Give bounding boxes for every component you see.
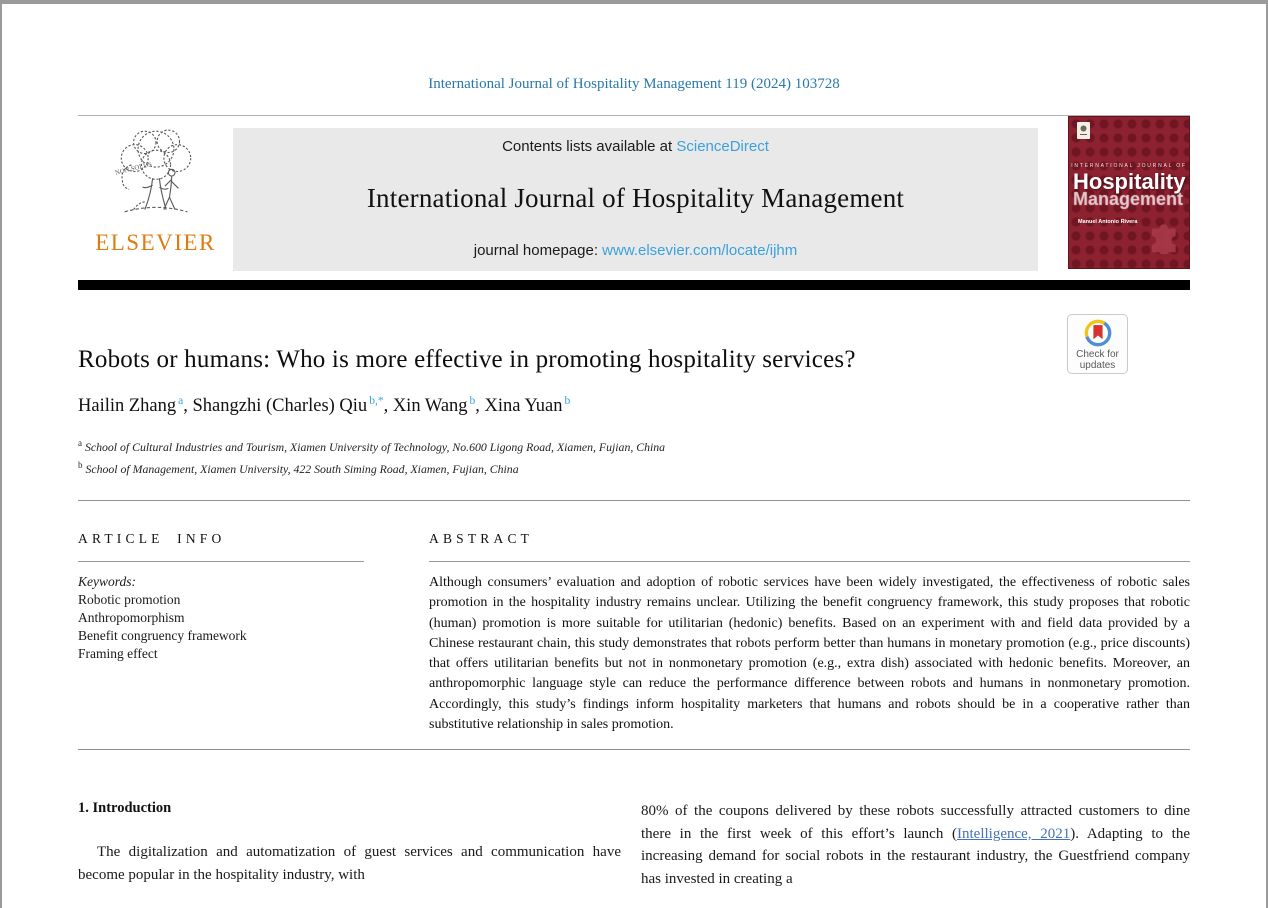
puzzle-piece-icon bbox=[1145, 220, 1179, 254]
body-text: 80% of the coupons delivered by these robots successfully attracted customers to dine there in the first week of this effort’s launch ( bbox=[641, 803, 1190, 842]
contents-line bbox=[502, 138, 769, 155]
keywords-label: Keywords: bbox=[78, 574, 136, 589]
homepage-line bbox=[474, 242, 798, 259]
keyword: Benefit congruency framework bbox=[78, 628, 247, 643]
cover-kicker: INTERNATIONAL JOURNAL OF bbox=[1071, 163, 1187, 169]
affiliation bbox=[78, 456, 1190, 478]
abstract-rule bbox=[429, 561, 1190, 562]
author-list bbox=[78, 395, 1190, 417]
elsevier-motto: NON SOLUS bbox=[113, 160, 153, 177]
journal-title: International Journal of Hospitality Management bbox=[366, 183, 905, 213]
check-for-updates-badge[interactable] bbox=[1067, 314, 1128, 374]
affiliation-mark: b bbox=[78, 460, 83, 471]
body-left-column bbox=[78, 800, 621, 890]
keyword: Anthropomorphism bbox=[78, 610, 185, 625]
affiliation-text: School of Management, Xiamen University, 422 South Siming Road, Xiamen, Fujian, China bbox=[85, 462, 519, 476]
info-abstract-section bbox=[78, 501, 1190, 749]
elsevier-tree-icon bbox=[100, 120, 212, 232]
article-info-rule bbox=[78, 561, 364, 562]
author-separator: , bbox=[383, 396, 393, 417]
elsevier-logo bbox=[78, 116, 233, 272]
affiliation bbox=[78, 434, 1190, 456]
article-body bbox=[78, 750, 1190, 890]
affiliation-list bbox=[78, 434, 1190, 478]
keyword: Robotic promotion bbox=[78, 592, 181, 607]
affiliation-text: School of Cultural Industries and Tourism, Xiamen University of Technology, No.600 Ligong Road, Xiamen, Fujian, China bbox=[84, 440, 666, 455]
author-name: Xin Wang bbox=[392, 396, 468, 417]
author-separator: , bbox=[183, 396, 193, 417]
crossmark-icon bbox=[1083, 318, 1113, 348]
author-name: Shangzhi (Charles) Qiu bbox=[192, 396, 368, 417]
keyword: Framing effect bbox=[78, 646, 158, 661]
author-name: Xina Yuan bbox=[484, 396, 563, 417]
check-updates-label: Check for updates bbox=[1076, 348, 1119, 371]
body-right-column bbox=[641, 800, 1190, 890]
author-affiliation-mark: a bbox=[178, 395, 184, 407]
author-affiliation-mark: b bbox=[564, 395, 571, 407]
abstract-text: Although consumers’ evaluation and adoption of robotic services have been widely investigated, the effectiveness of robotic sales promotion in the hospitality industry remains unclear. Utilizing the benefit congruency framework, this study proposes that robotic (human) promotion is more suitable for utilitarian (hedonic) benefits. Based on an experiment with and field data provided by a Chinese restaurant chain, this study demonstrates that robots perform better than humans in monetary promotion (e.g., price discounts) that offers utilitarian benefits but not in nonmonetary promotion (e.g., extra dish) associated with hedonic benefits. Moreover, an anthropomorphic language style can reduce the performance difference between robots and humans in nonmonetary promotion. Accordingly, this study’s findings inform hospitality marketers that humans and robots should be in a cooperative rather than substitutive relationship in sales promotion. bbox=[429, 575, 1190, 733]
author-name: Hailin Zhang bbox=[78, 396, 177, 417]
cover-editor-name: Manuel Antonio Rivera bbox=[1078, 219, 1138, 225]
running-head bbox=[78, 4, 1190, 93]
contents-prefix: Contents lists available at bbox=[502, 138, 677, 155]
cover-title-line1: Hospitality bbox=[1073, 169, 1186, 194]
body-text: ). Adapting to the increasing demand for social robots in the restaurant industry, the Guestfriend company has invested in creating a bbox=[641, 825, 1190, 887]
cover-elsevier-mark-icon bbox=[1077, 122, 1090, 139]
article-title: Robots or humans: Who is more effective in promoting hospitality services? bbox=[78, 346, 856, 373]
journal-cover-thumbnail[interactable] bbox=[1068, 116, 1190, 269]
author-affiliation-mark: b bbox=[469, 395, 476, 407]
journal-banner bbox=[233, 128, 1038, 271]
citation-link[interactable]: International Journal of Hospitality Management 119 (2024) 103728 bbox=[428, 76, 840, 92]
introduction-paragraph: The digitalization and automatization of guest services and communication have become popular in the hospitality industry, with bbox=[78, 844, 621, 883]
body-paragraph bbox=[641, 800, 1190, 890]
journal-article-page bbox=[78, 4, 1190, 890]
homepage-prefix: journal homepage: bbox=[473, 242, 603, 259]
intelligence-2021-citation-link[interactable]: Intelligence, 2021 bbox=[957, 825, 1071, 842]
section-heading-introduction: 1. Introduction bbox=[78, 800, 172, 817]
journal-homepage-link[interactable]: www.elsevier.com/locate/ijhm bbox=[602, 242, 798, 259]
cover-title-line2: Management bbox=[1073, 189, 1184, 209]
abstract-column bbox=[429, 531, 1190, 735]
sciencedirect-link[interactable]: ScienceDirect bbox=[676, 138, 769, 155]
article-info-column bbox=[78, 531, 364, 735]
author-affiliation-mark: b,* bbox=[369, 395, 384, 407]
elsevier-wordmark: ELSEVIER bbox=[95, 230, 216, 255]
abstract-heading: ABSTRACT bbox=[429, 531, 534, 546]
affiliation-mark: a bbox=[78, 438, 82, 449]
header-black-bar bbox=[78, 280, 1190, 290]
author-separator: , bbox=[475, 396, 485, 417]
article-info-heading: ARTICLE INFO bbox=[78, 531, 226, 546]
title-section bbox=[78, 290, 1190, 478]
journal-header bbox=[78, 116, 1190, 272]
